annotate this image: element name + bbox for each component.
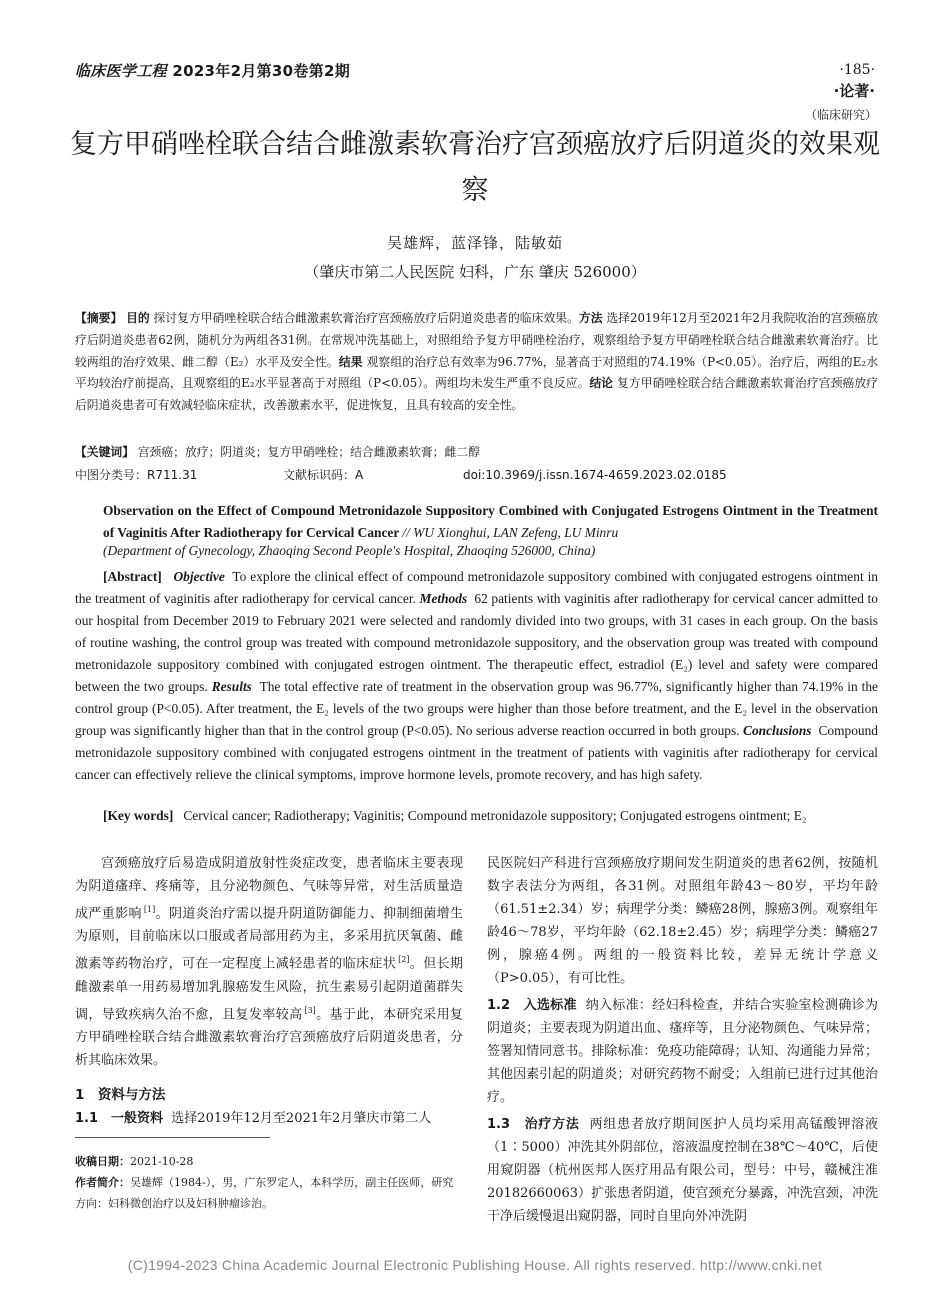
journal-issue: 2023年2月第30卷第2期 — [172, 62, 351, 80]
author-bio — [75, 1172, 463, 1214]
classification-line — [75, 466, 878, 483]
received-date — [75, 1151, 463, 1172]
journal-name: 临床医学工程 — [75, 62, 167, 80]
received-value: 2021-10-28 — [130, 1155, 194, 1168]
authors: 吴雄辉，蓝泽锋，陆敏茹 — [386, 234, 563, 252]
objective-label: 目的 — [126, 311, 150, 325]
keywords-text: 宫颈癌；放疗；阴道炎；复方甲硝唑栓；结合雌激素软膏；雌二醇 — [137, 445, 480, 459]
copyright-watermark: (C)1994-2023 China Academic Journal Electronic Publishing House. All rights reserved. http://www.cnki.net — [127, 1257, 823, 1273]
keywords-en-label: [Key words] — [103, 808, 174, 823]
subsection-1-2-text: 纳入标准：经妇科检查，并结合实验室检测确诊为阴道炎；主要表现为阴道出血、瘙痒等，且分泌物颜色、气味异常；签署知情同意书。排除标准：免疫功能障碍；认知、沟通能力异常；其他因素引起的阴道炎；对研究药物不耐受；入组前已进行过其他治疗。 — [487, 998, 878, 1105]
subsection-label: （临床研究） — [804, 108, 877, 122]
general-data-continued: 民医院妇产科进行宫颈癌放疗期间发生阴道炎的患者62例，按随机数字表法分为两组，各31例。对照组年龄43～80岁，平均年龄（61.51±2.34）岁；病理学分类：鳞癌28例，腺癌3例。观察组年龄46～78岁，平均年龄（62.18±2.45）岁；病理学分类：鳞癌27例，腺癌4例。两组的一般资料比较，差异无统计学意义（P>0.05），有可比性。 — [487, 856, 878, 986]
body-right-column — [487, 852, 878, 1228]
abstract-en-label: [Abstract] — [103, 569, 162, 584]
page-number: ·185· — [839, 62, 875, 78]
subsection-1-3-label: 1.3 治疗方法 — [487, 1117, 580, 1132]
intro-text-1: 宫颈癌放疗后易造成阴道放射性炎症改变，患者临床主要表现为阴道瘙痒、疼痛等，且分泌物颜色、气味等异常，对生活质量造成严重影响 — [75, 856, 463, 922]
doc-value: A — [355, 468, 364, 482]
doc-label: 文献标识码： — [283, 468, 356, 482]
clc-value: R711.31 — [147, 468, 198, 482]
paper-title: 复方甲硝唑栓联合结合雌激素软膏治疗宫颈癌放疗后阴道炎的效果观察 — [70, 129, 880, 206]
inclusion-criteria-paragraph — [487, 994, 878, 1109]
english-authors: // WU Xionghui, LAN Zefeng, LU Minru — [402, 525, 619, 540]
methods-en-label: Methods — [419, 591, 468, 606]
conclusion-label: 结论 — [589, 376, 614, 391]
objective-en-text: To explore the clinical effect of compound metronidazole suppository combined with conjugated estrogens ointment in the treatment of vaginitis after radiotherapy for cervical cancer. — [75, 569, 878, 606]
methods-label: 方法 — [578, 311, 603, 325]
conclusions-en-text: Compound metronidazole suppository combined with conjugated estrogens ointment in the treatment of patients with vaginitis after radiotherapy for cervical cancer can effectively relieve the clinical symptoms, improve hormone levels, promote recovery, and has high safety. — [75, 723, 878, 782]
abstract-zh — [75, 308, 878, 417]
section-heading-1: 1 资料与方法 — [75, 1086, 166, 1103]
footnote — [75, 1151, 463, 1214]
english-title-block — [103, 500, 878, 544]
subsection-1-3-text: 两组患者放疗期间医护人员均采用高锰酸钾溶液（1∶5000）冲洗其外阴部位，溶液温度控制在38℃～40℃，后使用窥阴器（杭州医邦人医疗用品有限公司，型号：中号，赣械注准20182660063）扩张患者阴道，使宫颈充分暴露，冲洗宫颈，冲洗干净后缓慢退出窥阴器，同时自里向外冲洗阴 — [487, 1117, 879, 1224]
general-data-paragraph — [75, 1107, 463, 1130]
english-affiliation: (Department of Gynecology, Zhaoqing Second People's Hospital, Zhaoqing 526000, China) — [103, 543, 596, 558]
abstract-en — [75, 566, 878, 786]
citation-1[interactable]: [1] — [143, 905, 156, 914]
objective-en-label: Objective — [173, 569, 225, 584]
intro-text-4: 。基于此，本研究采用复方甲硝唑栓联合结合雌激素软膏治疗宫颈癌放疗后阴道炎患者，分析其临床效果。 — [75, 1006, 463, 1068]
subsection-1-2-label: 1.2 入选标准 — [487, 998, 577, 1013]
english-title: Observation on the Effect of Compound Metronidazole Suppository Combined with Conjugated Estrogens Ointment in the Treatment of Vaginitis After Radiotherapy for Cervical Cancer — [103, 503, 878, 540]
doi: doi:10.3969/j.issn.1674-4659.2023.02.0185 — [463, 468, 727, 482]
body-left-column — [75, 852, 463, 1130]
intro-paragraph — [75, 852, 463, 1072]
citation-3[interactable]: [3] — [304, 1005, 316, 1015]
keywords-zh — [75, 443, 878, 460]
footnote-divider — [75, 1137, 270, 1138]
keywords-en-text: Cervical cancer; Radiotherapy; Vaginitis; Compound metronidazole suppository; Conjugated estrogens ointment; E₂ — [183, 808, 807, 823]
results-label: 结果 — [338, 354, 363, 369]
abstract-label: 【摘要】 — [75, 311, 123, 325]
intro-text-3: 。但长期雌激素单一用药易增加乳腺癌发生风险，抗生素易引起阴道菌群失调，导致疾病久治不愈，且复发率较高 — [75, 956, 463, 1022]
clc-label: 中图分类号： — [75, 468, 148, 482]
citation-2[interactable]: [2] — [398, 955, 410, 965]
conclusions-en-label: Conclusions — [743, 723, 812, 738]
received-label: 收稿日期： — [75, 1155, 130, 1168]
subsection-1-1-label: 1.1 一般资料 — [75, 1110, 164, 1126]
results-en-text: The total effective rate of treatment in the observation group was 96.77%, significantly higher than 74.19% in the control group (P<0.05). After treatment, the E₂ levels of the two groups were higher than those before treatment, and the E₂ level in the observation group was significantly higher than that in the control group (P<0.05). No serious adverse reaction occurred in both groups. — [75, 679, 878, 738]
results-text: 观察组的治疗总有效率为96.77%，显著高于对照组的74.19%（P<0.05）。治疗后，两组的E₂水平均较治疗前提高，且观察组的E₂水平显著高于对照组（P<0.05）。两组均未发生严重不良反应。 — [75, 354, 878, 391]
objective-text: 探讨复方甲硝唑栓联合结合雌激素软膏治疗宫颈癌放疗后阴道炎患者的临床效果。 — [153, 311, 579, 325]
section-label: ·论著· — [833, 82, 875, 100]
conclusion-text: 复方甲硝唑栓联合结合雌激素软膏治疗宫颈癌放疗后阴道炎患者可有效减轻临床症状，改善激素水平，促进恢复，且具有较高的安全性。 — [75, 376, 878, 413]
affiliation: （肇庆市第二人民医院 妇科，广东 肇庆 526000） — [304, 263, 646, 281]
keywords-label: 【关键词】 — [75, 445, 134, 459]
subsection-1-1-text: 选择2019年12月至2021年2月肇庆市第二人 — [171, 1110, 432, 1126]
author-bio-label: 作者简介： — [75, 1176, 130, 1189]
results-en-label: Results — [211, 679, 252, 694]
methods-text: 选择2019年12月至2021年2月我院收治的宫颈癌放疗后阴道炎患者62例，随机分为两组各31例。在常规冲洗基础上，对照组给予复方甲硝唑栓治疗，观察组给予复方甲硝唑栓联合结合雌激素软膏治疗。比较两组的治疗效果、雌二醇（E₂）水平及安全性。 — [75, 311, 879, 369]
keywords-en — [103, 808, 878, 824]
journal-header — [75, 60, 350, 81]
methods-en-text: 62 patients with vaginitis after radiotherapy for cervical cancer admitted to our hospital from December 2019 to February 2021 were selected and randomly divided into two groups, with 31 cases in each group. On the basis of routine washing, the control group was treated with compound metronidazole suppository, and the observation group was treated with compound metronidazole suppository combined with conjugated estrogen ointment. The therapeutic effect, estradiol (E₂) level and safety were compared between the two groups. — [75, 591, 878, 694]
author-bio-text: 吴雄辉（1984-），男，广东罗定人，本科学历，副主任医师，研究方向：妇科微创治疗以及妇科肿瘤诊治。 — [75, 1176, 454, 1210]
treatment-method-paragraph — [487, 1113, 878, 1228]
intro-text-2: 。阴道炎治疗需以提升阴道防御能力、抑制细菌增生为原则，目前临床以口服或者局部用药为主，多采用抗厌氧菌、雌激素等药物治疗，可在一定程度上减轻患者的临床症状 — [75, 906, 463, 972]
